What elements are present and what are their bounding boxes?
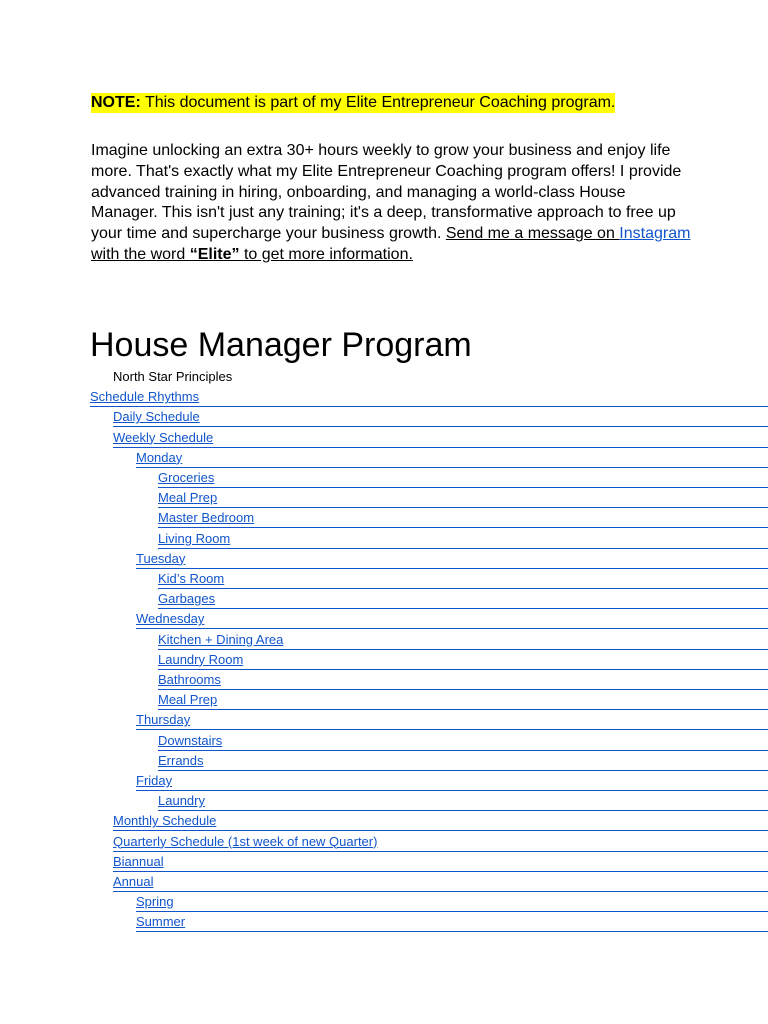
- toc-label: Bathrooms: [158, 672, 221, 687]
- toc-label: Kitchen + Dining Area: [158, 631, 284, 647]
- toc-link[interactable]: [90, 387, 768, 407]
- instagram-link[interactable]: Instagram: [619, 225, 691, 243]
- toc-link[interactable]: [136, 710, 768, 730]
- note-label: NOTE:: [91, 94, 141, 111]
- toc-link[interactable]: [158, 488, 768, 508]
- toc-link[interactable]: [158, 468, 768, 488]
- toc-link[interactable]: [113, 872, 768, 892]
- toc-link[interactable]: [158, 751, 768, 771]
- toc-link[interactable]: [113, 832, 768, 852]
- toc-label: Errands: [158, 752, 204, 768]
- toc-label: Groceries: [158, 470, 215, 485]
- toc-label: Wednesday: [136, 611, 205, 627]
- toc-link[interactable]: [136, 912, 768, 932]
- toc-label: Weekly Schedule: [113, 429, 214, 445]
- toc-label: Tuesday: [136, 550, 186, 566]
- toc-link[interactable]: [158, 529, 768, 549]
- toc-link[interactable]: [158, 690, 768, 710]
- intro-paragraph: [91, 141, 691, 266]
- toc-label: Downstairs: [158, 732, 223, 748]
- cta-suffix: to get more information.: [243, 245, 413, 263]
- toc-label: Schedule Rhythms: [90, 389, 200, 405]
- cta-prefix: Send me a message on: [445, 225, 620, 243]
- note-text: This document is part of my Elite Entrepreneur Coaching program.: [144, 94, 616, 111]
- toc-label: Monday: [136, 449, 183, 465]
- toc-label: Master Bedroom: [158, 510, 255, 526]
- toc-label: Kid’s Room: [158, 571, 225, 586]
- intro-text: Imagine unlocking an extra 30+ hours weekly to grow your business and enjoy life more. That's exactly what my Elite Entrepreneur Coaching program offers! I provide advanced training in hiring, onboarding, and managing a world-class House Manager. This isn't just any training; it's a deep, transformative approach to free up your time and supercharge your business growth.: [91, 142, 682, 243]
- toc-label: Garbages: [158, 591, 216, 607]
- note-banner: [91, 93, 615, 113]
- toc-link[interactable]: [158, 508, 768, 528]
- toc-link[interactable]: [113, 407, 768, 427]
- toc-label: Living Room: [158, 530, 231, 546]
- toc-label: Thursday: [136, 712, 191, 728]
- toc-link[interactable]: [136, 892, 768, 912]
- toc-link[interactable]: [136, 771, 768, 791]
- toc-label: Laundry: [158, 793, 205, 809]
- cta-word: “Elite”: [189, 245, 244, 263]
- toc-label: Meal Prep: [158, 692, 218, 708]
- toc-label: Summer: [136, 914, 186, 930]
- toc-link[interactable]: [158, 650, 768, 670]
- toc-link[interactable]: [113, 852, 768, 872]
- page-title: House Manager Program: [90, 326, 472, 364]
- toc-link[interactable]: [136, 609, 768, 629]
- toc-label: Laundry Room: [158, 651, 244, 667]
- toc-link[interactable]: [113, 428, 768, 448]
- toc-label: Monthly Schedule: [113, 813, 217, 829]
- toc-item: [113, 367, 768, 387]
- toc-label: North Star Principles: [113, 369, 233, 384]
- toc-label: Spring: [136, 894, 174, 910]
- toc-link[interactable]: [158, 791, 768, 811]
- toc-label: Daily Schedule: [113, 409, 200, 425]
- toc-label: Friday: [136, 773, 173, 788]
- toc-link[interactable]: [158, 630, 768, 650]
- toc-link[interactable]: [158, 670, 768, 690]
- toc-label: Quarterly Schedule (1st week of new Quarter): [113, 833, 378, 849]
- toc-link[interactable]: [158, 569, 768, 589]
- cta-middle: with the word: [91, 245, 190, 263]
- toc-label: Meal Prep: [158, 490, 218, 506]
- toc-label: Biannual: [113, 853, 164, 869]
- toc-link[interactable]: [113, 811, 768, 831]
- toc-link[interactable]: [158, 731, 768, 751]
- toc-label: Annual: [113, 874, 154, 889]
- toc-link[interactable]: [136, 448, 768, 468]
- toc-link[interactable]: [136, 549, 768, 569]
- toc-link[interactable]: [158, 589, 768, 609]
